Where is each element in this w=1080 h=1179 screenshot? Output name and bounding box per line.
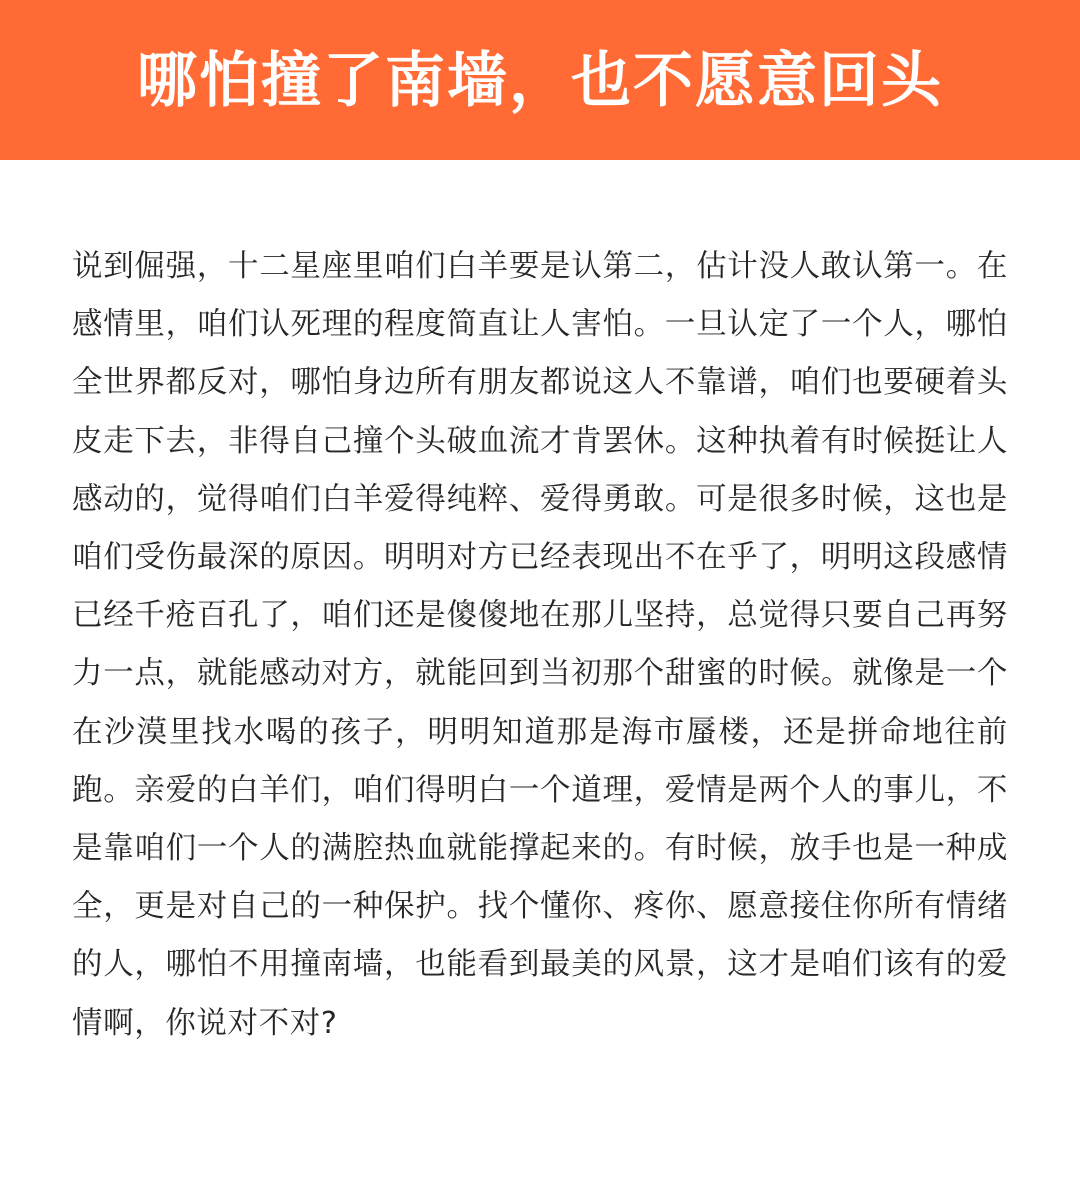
page-title: 哪怕撞了南墙，也不愿意回头	[137, 46, 943, 116]
article-paragraph: 说到倔强，十二星座里咱们白羊要是认第二，估计没人敢认第一。在感情里，咱们认死理的程度简直让人害怕。一旦认定了一个人，哪怕全世界都反对，哪怕身边所有朋友都说这人不靠谱，咱们也要硬着头皮走下去，非得自己撞个头破血流才肯罢休。这种执着有时候挺让人感动的，觉得咱们白羊爱得纯粹、爱得勇敢。可是很多时候，这也是咱们受伤最深的原因。明明对方已经表现出不在乎了，明明这段感情已经千疮百孔了，咱们还是傻傻地在那儿坚持，总觉得只要自己再努力一点，就能感动对方，就能回到当初那个甜蜜的时候。就像是一个在沙漠里找水喝的孩子，明明知道那是海市蜃楼，还是拼命地往前跑。亲爱的白羊们，咱们得明白一个道理，爱情是两个人的事儿，不是靠咱们一个人的满腔热血就能撑起来的。有时候，放手也是一种成全，更是对自己的一种保护。找个懂你、疼你、愿意接住你所有情绪的人，哪怕不用撞南墙，也能看到最美的风景，这才是咱们该有的爱情啊，你说对不对?	[72, 249, 1008, 1041]
title-banner	[0, 0, 1080, 160]
article-content	[72, 238, 1008, 1053]
